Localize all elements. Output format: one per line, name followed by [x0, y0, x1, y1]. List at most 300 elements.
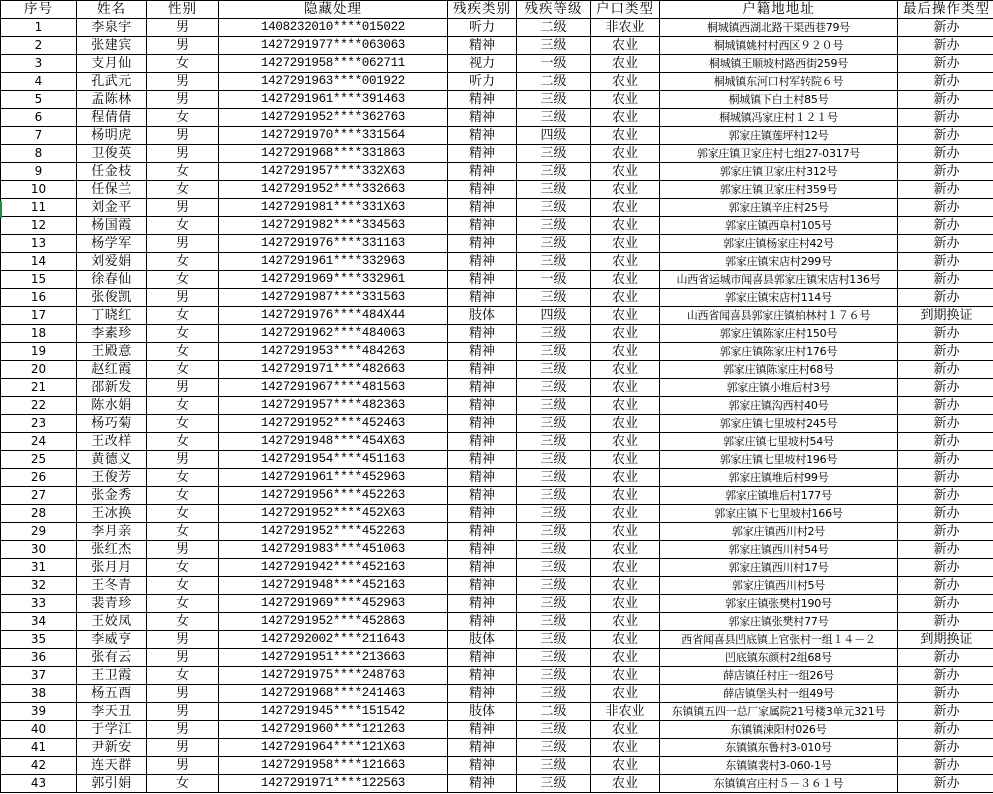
- cell-index[interactable]: 4: [1, 73, 77, 91]
- cell-last-operation[interactable]: 新办: [898, 505, 993, 523]
- header-household-type[interactable]: 户口类型: [591, 1, 660, 19]
- cell-disability-category[interactable]: 肢体: [448, 703, 517, 721]
- cell-index[interactable]: 29: [1, 523, 77, 541]
- cell-last-operation[interactable]: 新办: [898, 235, 993, 253]
- cell-name[interactable]: 王俊芳: [77, 469, 147, 487]
- cell-disability-level[interactable]: 三级: [517, 91, 591, 109]
- cell-gender[interactable]: 女: [147, 343, 219, 361]
- cell-masked-id[interactable]: 1427291971****122563: [219, 775, 448, 793]
- cell-registered-address[interactable]: 薛店镇堡头村一组49号: [660, 685, 898, 703]
- cell-disability-category[interactable]: 精神: [448, 667, 517, 685]
- cell-registered-address[interactable]: 郭家庄镇沟西村40号: [660, 397, 898, 415]
- cell-disability-level[interactable]: 三级: [517, 523, 591, 541]
- cell-registered-address[interactable]: 山西省运城市闻喜县郭家庄镇宋店村136号: [660, 271, 898, 289]
- cell-household-type[interactable]: 农业: [591, 577, 660, 595]
- cell-name[interactable]: 郭引娟: [77, 775, 147, 793]
- cell-household-type[interactable]: 农业: [591, 163, 660, 181]
- cell-name[interactable]: 王改样: [77, 433, 147, 451]
- cell-disability-category[interactable]: 肢体: [448, 631, 517, 649]
- cell-disability-level[interactable]: 三级: [517, 739, 591, 757]
- cell-index[interactable]: 7: [1, 127, 77, 145]
- cell-disability-category[interactable]: 精神: [448, 163, 517, 181]
- cell-disability-level[interactable]: 三级: [517, 415, 591, 433]
- cell-name[interactable]: 于学江: [77, 721, 147, 739]
- cell-household-type[interactable]: 农业: [591, 379, 660, 397]
- cell-last-operation[interactable]: 新办: [898, 361, 993, 379]
- cell-name[interactable]: 李泉宇: [77, 19, 147, 37]
- cell-masked-id[interactable]: 1427291952****452263: [219, 523, 448, 541]
- cell-masked-id[interactable]: 1427291962****484063: [219, 325, 448, 343]
- cell-last-operation[interactable]: 新办: [898, 649, 993, 667]
- cell-masked-id[interactable]: 1427291961****332963: [219, 253, 448, 271]
- cell-index[interactable]: 28: [1, 505, 77, 523]
- cell-gender[interactable]: 女: [147, 55, 219, 73]
- cell-index[interactable]: 12: [1, 217, 77, 235]
- cell-household-type[interactable]: 农业: [591, 595, 660, 613]
- cell-household-type[interactable]: 农业: [591, 721, 660, 739]
- cell-index[interactable]: 25: [1, 451, 77, 469]
- cell-masked-id[interactable]: 1427291952****452463: [219, 415, 448, 433]
- cell-gender[interactable]: 男: [147, 649, 219, 667]
- cell-household-type[interactable]: 农业: [591, 469, 660, 487]
- cell-disability-category[interactable]: 精神: [448, 397, 517, 415]
- cell-gender[interactable]: 女: [147, 217, 219, 235]
- cell-index[interactable]: 37: [1, 667, 77, 685]
- cell-gender[interactable]: 女: [147, 505, 219, 523]
- cell-masked-id[interactable]: 1427291952****332663: [219, 181, 448, 199]
- cell-index[interactable]: 8: [1, 145, 77, 163]
- cell-registered-address[interactable]: 东镇镇涑阳村026号: [660, 721, 898, 739]
- cell-masked-id[interactable]: 1408232010****015022: [219, 19, 448, 37]
- cell-masked-id[interactable]: 1427291968****331863: [219, 145, 448, 163]
- cell-last-operation[interactable]: 新办: [898, 577, 993, 595]
- cell-registered-address[interactable]: 郭家庄镇西川村17号: [660, 559, 898, 577]
- cell-index[interactable]: 34: [1, 613, 77, 631]
- cell-masked-id[interactable]: 1427291954****451163: [219, 451, 448, 469]
- cell-disability-category[interactable]: 精神: [448, 181, 517, 199]
- cell-last-operation[interactable]: 新办: [898, 127, 993, 145]
- cell-name[interactable]: 李月亲: [77, 523, 147, 541]
- cell-gender[interactable]: 男: [147, 541, 219, 559]
- cell-last-operation[interactable]: 新办: [898, 757, 993, 775]
- cell-name[interactable]: 孟陈林: [77, 91, 147, 109]
- cell-last-operation[interactable]: 新办: [898, 397, 993, 415]
- cell-disability-level[interactable]: 三级: [517, 451, 591, 469]
- cell-gender[interactable]: 男: [147, 739, 219, 757]
- cell-disability-level[interactable]: 三级: [517, 631, 591, 649]
- cell-last-operation[interactable]: 到期换证: [898, 631, 993, 649]
- cell-household-type[interactable]: 农业: [591, 199, 660, 217]
- cell-last-operation[interactable]: 新办: [898, 487, 993, 505]
- cell-disability-level[interactable]: 三级: [517, 775, 591, 793]
- cell-disability-level[interactable]: 三级: [517, 235, 591, 253]
- cell-index[interactable]: 20: [1, 361, 77, 379]
- cell-index[interactable]: 18: [1, 325, 77, 343]
- cell-last-operation[interactable]: 新办: [898, 721, 993, 739]
- cell-household-type[interactable]: 农业: [591, 73, 660, 91]
- cell-registered-address[interactable]: 东镇镇东鲁村3-010号: [660, 739, 898, 757]
- cell-masked-id[interactable]: 1427291982****334563: [219, 217, 448, 235]
- cell-household-type[interactable]: 农业: [591, 685, 660, 703]
- cell-masked-id[interactable]: 1427291969****332961: [219, 271, 448, 289]
- cell-gender[interactable]: 女: [147, 469, 219, 487]
- cell-name[interactable]: 王卫霞: [77, 667, 147, 685]
- cell-disability-category[interactable]: 精神: [448, 37, 517, 55]
- cell-masked-id[interactable]: 1427291976****331163: [219, 235, 448, 253]
- cell-index[interactable]: 5: [1, 91, 77, 109]
- cell-disability-level[interactable]: 三级: [517, 757, 591, 775]
- cell-masked-id[interactable]: 1427291983****451063: [219, 541, 448, 559]
- cell-name[interactable]: 任保兰: [77, 181, 147, 199]
- cell-disability-category[interactable]: 精神: [448, 775, 517, 793]
- cell-household-type[interactable]: 农业: [591, 559, 660, 577]
- cell-masked-id[interactable]: 1427291969****452963: [219, 595, 448, 613]
- cell-name[interactable]: 尹新安: [77, 739, 147, 757]
- cell-disability-level[interactable]: 二级: [517, 19, 591, 37]
- cell-disability-category[interactable]: 精神: [448, 505, 517, 523]
- cell-index[interactable]: 10: [1, 181, 77, 199]
- cell-registered-address[interactable]: 郭家庄镇宋店村299号: [660, 253, 898, 271]
- cell-household-type[interactable]: 农业: [591, 181, 660, 199]
- cell-household-type[interactable]: 农业: [591, 415, 660, 433]
- cell-name[interactable]: 杨国霞: [77, 217, 147, 235]
- cell-masked-id[interactable]: 1427291968****241463: [219, 685, 448, 703]
- cell-index[interactable]: 31: [1, 559, 77, 577]
- cell-disability-category[interactable]: 精神: [448, 487, 517, 505]
- cell-name[interactable]: 李素珍: [77, 325, 147, 343]
- cell-disability-level[interactable]: 三级: [517, 199, 591, 217]
- cell-disability-level[interactable]: 一级: [517, 55, 591, 73]
- cell-masked-id[interactable]: 1427291975****248763: [219, 667, 448, 685]
- cell-last-operation[interactable]: 新办: [898, 289, 993, 307]
- cell-index[interactable]: 6: [1, 109, 77, 127]
- cell-disability-category[interactable]: 精神: [448, 577, 517, 595]
- cell-masked-id[interactable]: 1427291953****484263: [219, 343, 448, 361]
- cell-gender[interactable]: 男: [147, 235, 219, 253]
- cell-registered-address[interactable]: 郭家庄镇堆后村177号: [660, 487, 898, 505]
- cell-index[interactable]: 19: [1, 343, 77, 361]
- cell-gender[interactable]: 女: [147, 487, 219, 505]
- cell-disability-category[interactable]: 精神: [448, 145, 517, 163]
- cell-last-operation[interactable]: 新办: [898, 199, 993, 217]
- cell-masked-id[interactable]: 1427291951****213663: [219, 649, 448, 667]
- cell-last-operation[interactable]: 新办: [898, 37, 993, 55]
- cell-masked-id[interactable]: 1427291963****001922: [219, 73, 448, 91]
- cell-household-type[interactable]: 农业: [591, 325, 660, 343]
- cell-disability-category[interactable]: 精神: [448, 199, 517, 217]
- cell-gender[interactable]: 女: [147, 109, 219, 127]
- cell-gender[interactable]: 女: [147, 253, 219, 271]
- cell-disability-category[interactable]: 精神: [448, 559, 517, 577]
- cell-disability-category[interactable]: 精神: [448, 109, 517, 127]
- cell-masked-id[interactable]: 1427291958****121663: [219, 757, 448, 775]
- cell-disability-level[interactable]: 三级: [517, 595, 591, 613]
- cell-index[interactable]: 22: [1, 397, 77, 415]
- cell-last-operation[interactable]: 新办: [898, 613, 993, 631]
- cell-index[interactable]: 32: [1, 577, 77, 595]
- cell-disability-category[interactable]: 精神: [448, 739, 517, 757]
- cell-name[interactable]: 杨明虎: [77, 127, 147, 145]
- cell-household-type[interactable]: 农业: [591, 757, 660, 775]
- cell-registered-address[interactable]: 郭家庄镇七里坡村196号: [660, 451, 898, 469]
- cell-last-operation[interactable]: 新办: [898, 667, 993, 685]
- cell-name[interactable]: 赵红霞: [77, 361, 147, 379]
- cell-index[interactable]: 23: [1, 415, 77, 433]
- cell-index[interactable]: 30: [1, 541, 77, 559]
- cell-masked-id[interactable]: 1427291956****452263: [219, 487, 448, 505]
- cell-gender[interactable]: 女: [147, 595, 219, 613]
- cell-gender[interactable]: 男: [147, 199, 219, 217]
- cell-masked-id[interactable]: 1427291971****482663: [219, 361, 448, 379]
- cell-last-operation[interactable]: 新办: [898, 775, 993, 793]
- cell-disability-category[interactable]: 精神: [448, 541, 517, 559]
- cell-disability-level[interactable]: 三级: [517, 253, 591, 271]
- cell-household-type[interactable]: 农业: [591, 505, 660, 523]
- cell-masked-id[interactable]: 1427291977****063063: [219, 37, 448, 55]
- cell-name[interactable]: 张月月: [77, 559, 147, 577]
- header-name[interactable]: 姓名: [77, 1, 147, 19]
- cell-last-operation[interactable]: 新办: [898, 325, 993, 343]
- cell-disability-level[interactable]: 三级: [517, 37, 591, 55]
- cell-disability-level[interactable]: 三级: [517, 343, 591, 361]
- cell-registered-address[interactable]: 山西省闻喜县郭家庄镇柏林村１７６号: [660, 307, 898, 325]
- cell-gender[interactable]: 男: [147, 451, 219, 469]
- cell-last-operation[interactable]: 新办: [898, 433, 993, 451]
- cell-name[interactable]: 王殿意: [77, 343, 147, 361]
- cell-household-type[interactable]: 农业: [591, 613, 660, 631]
- cell-index[interactable]: 42: [1, 757, 77, 775]
- cell-registered-address[interactable]: 桐城镇姚村村西区９２０号: [660, 37, 898, 55]
- cell-gender[interactable]: 男: [147, 37, 219, 55]
- cell-disability-category[interactable]: 精神: [448, 415, 517, 433]
- cell-masked-id[interactable]: 1427291960****121263: [219, 721, 448, 739]
- cell-last-operation[interactable]: 新办: [898, 685, 993, 703]
- cell-disability-category[interactable]: 精神: [448, 361, 517, 379]
- cell-gender[interactable]: 男: [147, 91, 219, 109]
- cell-disability-level[interactable]: 三级: [517, 685, 591, 703]
- cell-masked-id[interactable]: 1427291970****331564: [219, 127, 448, 145]
- cell-household-type[interactable]: 农业: [591, 307, 660, 325]
- cell-masked-id[interactable]: 1427291952****362763: [219, 109, 448, 127]
- cell-household-type[interactable]: 农业: [591, 109, 660, 127]
- cell-household-type[interactable]: 农业: [591, 271, 660, 289]
- cell-household-type[interactable]: 农业: [591, 487, 660, 505]
- cell-disability-level[interactable]: 三级: [517, 541, 591, 559]
- cell-last-operation[interactable]: 新办: [898, 541, 993, 559]
- cell-index[interactable]: 17: [1, 307, 77, 325]
- cell-masked-id[interactable]: 1427291948****452163: [219, 577, 448, 595]
- cell-masked-id[interactable]: 1427291981****331X63: [219, 199, 448, 217]
- header-disability-category[interactable]: 残疾类别: [448, 1, 517, 19]
- cell-last-operation[interactable]: 新办: [898, 91, 993, 109]
- cell-household-type[interactable]: 农业: [591, 667, 660, 685]
- cell-disability-level[interactable]: 三级: [517, 361, 591, 379]
- cell-name[interactable]: 王冬青: [77, 577, 147, 595]
- cell-name[interactable]: 王姣凤: [77, 613, 147, 631]
- cell-disability-level[interactable]: 四级: [517, 127, 591, 145]
- cell-household-type[interactable]: 农业: [591, 91, 660, 109]
- cell-index[interactable]: 9: [1, 163, 77, 181]
- cell-disability-category[interactable]: 精神: [448, 595, 517, 613]
- cell-index[interactable]: 21: [1, 379, 77, 397]
- cell-index[interactable]: 2: [1, 37, 77, 55]
- cell-disability-category[interactable]: 精神: [448, 91, 517, 109]
- cell-name[interactable]: 刘爱娟: [77, 253, 147, 271]
- cell-name[interactable]: 杨五酉: [77, 685, 147, 703]
- cell-name[interactable]: 张金秀: [77, 487, 147, 505]
- cell-disability-category[interactable]: 精神: [448, 469, 517, 487]
- cell-name[interactable]: 卫俊英: [77, 145, 147, 163]
- cell-disability-level[interactable]: 三级: [517, 613, 591, 631]
- cell-last-operation[interactable]: 新办: [898, 559, 993, 577]
- cell-last-operation[interactable]: 新办: [898, 55, 993, 73]
- cell-index[interactable]: 1: [1, 19, 77, 37]
- cell-household-type[interactable]: 农业: [591, 649, 660, 667]
- cell-name[interactable]: 张有云: [77, 649, 147, 667]
- header-gender[interactable]: 性别: [147, 1, 219, 19]
- cell-last-operation[interactable]: 新办: [898, 217, 993, 235]
- cell-gender[interactable]: 女: [147, 667, 219, 685]
- cell-last-operation[interactable]: 新办: [898, 469, 993, 487]
- cell-last-operation[interactable]: 新办: [898, 163, 993, 181]
- cell-gender[interactable]: 女: [147, 181, 219, 199]
- cell-registered-address[interactable]: 郭家庄镇西川村5号: [660, 577, 898, 595]
- cell-registered-address[interactable]: 郭家庄镇堆后村99号: [660, 469, 898, 487]
- cell-household-type[interactable]: 农业: [591, 523, 660, 541]
- cell-gender[interactable]: 男: [147, 145, 219, 163]
- cell-last-operation[interactable]: 新办: [898, 739, 993, 757]
- cell-name[interactable]: 任金枝: [77, 163, 147, 181]
- cell-disability-level[interactable]: 三级: [517, 469, 591, 487]
- cell-name[interactable]: 张红杰: [77, 541, 147, 559]
- cell-name[interactable]: 张建宾: [77, 37, 147, 55]
- cell-household-type[interactable]: 农业: [591, 217, 660, 235]
- cell-last-operation[interactable]: 新办: [898, 145, 993, 163]
- cell-disability-level[interactable]: 三级: [517, 181, 591, 199]
- cell-index[interactable]: 41: [1, 739, 77, 757]
- cell-index[interactable]: 35: [1, 631, 77, 649]
- cell-last-operation[interactable]: 新办: [898, 523, 993, 541]
- cell-last-operation[interactable]: 新办: [898, 451, 993, 469]
- cell-gender[interactable]: 女: [147, 271, 219, 289]
- cell-gender[interactable]: 男: [147, 757, 219, 775]
- cell-registered-address[interactable]: 郭家庄镇陈家庄村68号: [660, 361, 898, 379]
- cell-gender[interactable]: 男: [147, 289, 219, 307]
- cell-last-operation[interactable]: 新办: [898, 181, 993, 199]
- cell-household-type[interactable]: 农业: [591, 289, 660, 307]
- header-last-operation[interactable]: 最后操作类型: [898, 1, 993, 19]
- cell-masked-id[interactable]: 1427291976****484X44: [219, 307, 448, 325]
- cell-household-type[interactable]: 农业: [591, 235, 660, 253]
- cell-disability-level[interactable]: 三级: [517, 397, 591, 415]
- cell-masked-id[interactable]: 1427291957****332X63: [219, 163, 448, 181]
- cell-registered-address[interactable]: 郭家庄镇西川村2号: [660, 523, 898, 541]
- cell-gender[interactable]: 男: [147, 685, 219, 703]
- cell-disability-category[interactable]: 精神: [448, 685, 517, 703]
- cell-disability-category[interactable]: 精神: [448, 649, 517, 667]
- cell-masked-id[interactable]: 1427291957****482363: [219, 397, 448, 415]
- cell-masked-id[interactable]: 1427291964****121X63: [219, 739, 448, 757]
- cell-masked-id[interactable]: 1427291952****452X63: [219, 505, 448, 523]
- cell-last-operation[interactable]: 到期换证: [898, 307, 993, 325]
- cell-household-type[interactable]: 非农业: [591, 703, 660, 721]
- cell-registered-address[interactable]: 郭家庄镇下七里坡村166号: [660, 505, 898, 523]
- cell-registered-address[interactable]: 郭家庄镇卫家庄村312号: [660, 163, 898, 181]
- cell-registered-address[interactable]: 郭家庄镇宋店村114号: [660, 289, 898, 307]
- cell-disability-level[interactable]: 三级: [517, 109, 591, 127]
- cell-disability-category[interactable]: 精神: [448, 127, 517, 145]
- cell-disability-category[interactable]: 精神: [448, 289, 517, 307]
- cell-name[interactable]: 黄德义: [77, 451, 147, 469]
- cell-disability-level[interactable]: 一级: [517, 271, 591, 289]
- header-masked-id[interactable]: 隐藏处理: [219, 1, 448, 19]
- cell-disability-category[interactable]: 精神: [448, 271, 517, 289]
- cell-disability-category[interactable]: 精神: [448, 757, 517, 775]
- header-disability-level[interactable]: 残疾等级: [517, 1, 591, 19]
- cell-disability-level[interactable]: 三级: [517, 379, 591, 397]
- cell-registered-address[interactable]: 桐城镇下白土村85号: [660, 91, 898, 109]
- cell-household-type[interactable]: 农业: [591, 343, 660, 361]
- cell-disability-level[interactable]: 三级: [517, 325, 591, 343]
- cell-name[interactable]: 徐春仙: [77, 271, 147, 289]
- cell-gender[interactable]: 男: [147, 379, 219, 397]
- cell-disability-category[interactable]: 精神: [448, 451, 517, 469]
- cell-registered-address[interactable]: 东镇镇宫庄村５－３６１号: [660, 775, 898, 793]
- cell-registered-address[interactable]: 薛店镇任村庄一组26号: [660, 667, 898, 685]
- cell-last-operation[interactable]: 新办: [898, 415, 993, 433]
- cell-gender[interactable]: 女: [147, 307, 219, 325]
- cell-index[interactable]: 15: [1, 271, 77, 289]
- cell-disability-category[interactable]: 精神: [448, 325, 517, 343]
- cell-index[interactable]: 39: [1, 703, 77, 721]
- cell-household-type[interactable]: 农业: [591, 541, 660, 559]
- cell-disability-level[interactable]: 三级: [517, 487, 591, 505]
- cell-household-type[interactable]: 农业: [591, 253, 660, 271]
- cell-registered-address[interactable]: 西省闻喜县凹底镇上官张村一组１４－２: [660, 631, 898, 649]
- cell-gender[interactable]: 男: [147, 721, 219, 739]
- cell-registered-address[interactable]: 桐城镇东河口村军转院６号: [660, 73, 898, 91]
- cell-disability-level[interactable]: 三级: [517, 577, 591, 595]
- cell-disability-level[interactable]: 三级: [517, 217, 591, 235]
- cell-household-type[interactable]: 农业: [591, 37, 660, 55]
- cell-last-operation[interactable]: 新办: [898, 19, 993, 37]
- cell-household-type[interactable]: 农业: [591, 397, 660, 415]
- cell-masked-id[interactable]: 1427291961****452963: [219, 469, 448, 487]
- cell-household-type[interactable]: 农业: [591, 631, 660, 649]
- cell-gender[interactable]: 女: [147, 433, 219, 451]
- cell-disability-category[interactable]: 视力: [448, 55, 517, 73]
- cell-name[interactable]: 杨学军: [77, 235, 147, 253]
- cell-gender[interactable]: 女: [147, 415, 219, 433]
- cell-disability-category[interactable]: 听力: [448, 19, 517, 37]
- cell-registered-address[interactable]: 桐城镇王顺坡村路西街259号: [660, 55, 898, 73]
- cell-last-operation[interactable]: 新办: [898, 703, 993, 721]
- cell-registered-address[interactable]: 郭家庄镇七里坡村245号: [660, 415, 898, 433]
- cell-masked-id[interactable]: 1427291942****452163: [219, 559, 448, 577]
- cell-last-operation[interactable]: 新办: [898, 379, 993, 397]
- cell-registered-address[interactable]: 郭家庄镇西川村54号: [660, 541, 898, 559]
- cell-gender[interactable]: 男: [147, 127, 219, 145]
- cell-index[interactable]: 36: [1, 649, 77, 667]
- cell-last-operation[interactable]: 新办: [898, 271, 993, 289]
- cell-registered-address[interactable]: 郭家庄镇莲坪村12号: [660, 127, 898, 145]
- cell-masked-id[interactable]: 1427291958****062711: [219, 55, 448, 73]
- cell-name[interactable]: 杨巧菊: [77, 415, 147, 433]
- cell-registered-address[interactable]: 郭家庄镇杨家庄村42号: [660, 235, 898, 253]
- cell-last-operation[interactable]: 新办: [898, 343, 993, 361]
- cell-disability-category[interactable]: 精神: [448, 721, 517, 739]
- cell-household-type[interactable]: 农业: [591, 145, 660, 163]
